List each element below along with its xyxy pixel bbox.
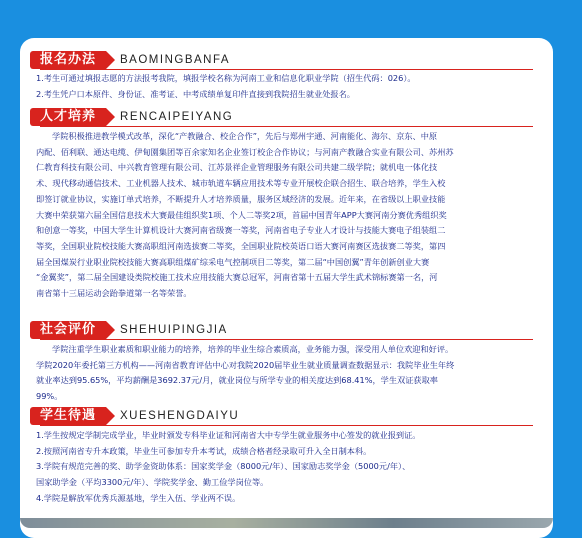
section-header-talent-training [30, 108, 233, 126]
section-rule [40, 425, 533, 426]
text-line: 即签订就业协议，实施订单式培养，不断提升人才培养质量，服务区域经济的发展。近年来，在省级以上职业技能 [36, 193, 446, 204]
section-header-student-benefits [30, 407, 239, 425]
text-line: 1.考生可通过填报志愿的方法报考我院，填报学校名称为河南工业和信息化职业学院（招生代码：026）。 [36, 73, 416, 83]
text-line: 就业率达到95.65%，平均薪酬是3692.37元/月，就业岗位与所学专业的相关度达到68.41%，学生双证获取率 [36, 375, 438, 386]
section-header-social-evaluation [30, 321, 228, 339]
text-line: “金翼奖”，第二届全国建设类院校施工技术应用技能大赛总冠军，河南省第十五届大学生武术锦标赛第一名，河 [36, 272, 438, 283]
section-header-registration [30, 51, 230, 69]
section-pinyin: XUESHENGDAIYU [120, 410, 240, 422]
talent-training-text [36, 129, 541, 302]
text-line: 1.学生按规定学制完成学业，毕业时颁发专科毕业证和河南省大中专学生就业服务中心签发的就业报到证。 [36, 430, 421, 440]
section-title-badge: 报名办法 [30, 51, 106, 69]
text-line: 和创意一等奖，中国大学生计算机设计大赛河南省级赛一等奖，河南省电子专业人才设计与技能大赛电子组装组二 [36, 225, 446, 236]
section-title-badge: 社会评价 [30, 321, 106, 339]
text-line: 2.按照河南省专升本政策，毕业生可参加专升本考试，成绩合格者经录取可升入全日制本科。 [36, 445, 372, 456]
section-title-badge: 学生待遇 [30, 407, 106, 425]
section-rule [40, 69, 533, 70]
section-rule [40, 126, 533, 127]
text-line: 3.学院有规范完善的奖、助学金资助体系：国家奖学金（8000元/年）、国家励志奖学金（5000元/年）、 [36, 461, 411, 472]
text-line: 学院积极推进教学模式改革，深化“产教融合、校企合作”，先后与郑州宇通、河南能化、海尔、京东、中原 [52, 131, 438, 141]
text-line: 大赛中荣获第六届全国信息技术大赛最佳组织奖1项、个人二等奖2项，首届中国青年APP大赛河南分赛优秀组织奖 [36, 209, 447, 220]
text-line: 南省第十三届运动会跆拳道第一名等荣誉。 [36, 288, 192, 299]
text-line: 国家助学金（平均3300元/年）、学院奖学金、勤工俭学岗位等。 [36, 477, 269, 488]
social-evaluation-text [36, 342, 541, 405]
section-pinyin: SHEHUIPINGJIA [120, 324, 228, 336]
text-line: 内配、佰利联、通达电缆、伊甸園集团等百余家知名企业签订校企合作协议；与河南产教融合实业有限公司、苏州苏 [36, 146, 454, 157]
student-benefits-text [36, 428, 541, 507]
section-rule [40, 339, 533, 340]
text-line: 99%。 [36, 391, 63, 402]
section-pinyin: RENCAIPEIYANG [120, 111, 234, 123]
text-line: 学院2020年委托第三方机构——河南省教育评估中心对我院2020届毕业生就业质量调查数据显示：我院毕业生年终 [36, 359, 455, 370]
section-pinyin: BAOMINGBANFA [120, 54, 231, 66]
text-line: 2.考生凭户口本原件、身份证、准考证、中考成绩单复印件直接到我院招生就业处报名。 [36, 88, 355, 99]
text-line: 术、现代移动通信技术、工业机器人技术、城市轨道车辆应用技术等专业开展校企联合招生、联合培养，学生入校 [36, 178, 446, 189]
text-line: 学院注重学生职业素质和职业能力的培养，培养的毕业生综合素质高，业务能力强，深受用人单位欢迎和好评。 [52, 344, 454, 354]
registration-text [36, 71, 541, 102]
text-line: 4.学院是解放军优秀兵源基地，学生入伍、学业两不误。 [36, 492, 241, 503]
section-title-badge: 人才培养 [30, 108, 106, 126]
text-line: 届全国煤炭行业职业院校技能大赛高职组煤矿综采电气控制项目二等奖，第二届“中国创翼”青年创新创业大赛 [36, 256, 430, 267]
text-line: 等奖，全国职业院校技能大赛高职组河南选拔赛二等奖，全国职业院校英语口语大赛河南赛区选拔赛二等奖，第四 [36, 240, 446, 251]
bottom-photo-strip [20, 518, 553, 528]
text-line: 仁教育科技有限公司、中兴教育管理有限公司、江苏景祥企业管理服务有限公司共建二级学院；就机电一体化技 [36, 162, 438, 173]
info-card [20, 38, 553, 538]
